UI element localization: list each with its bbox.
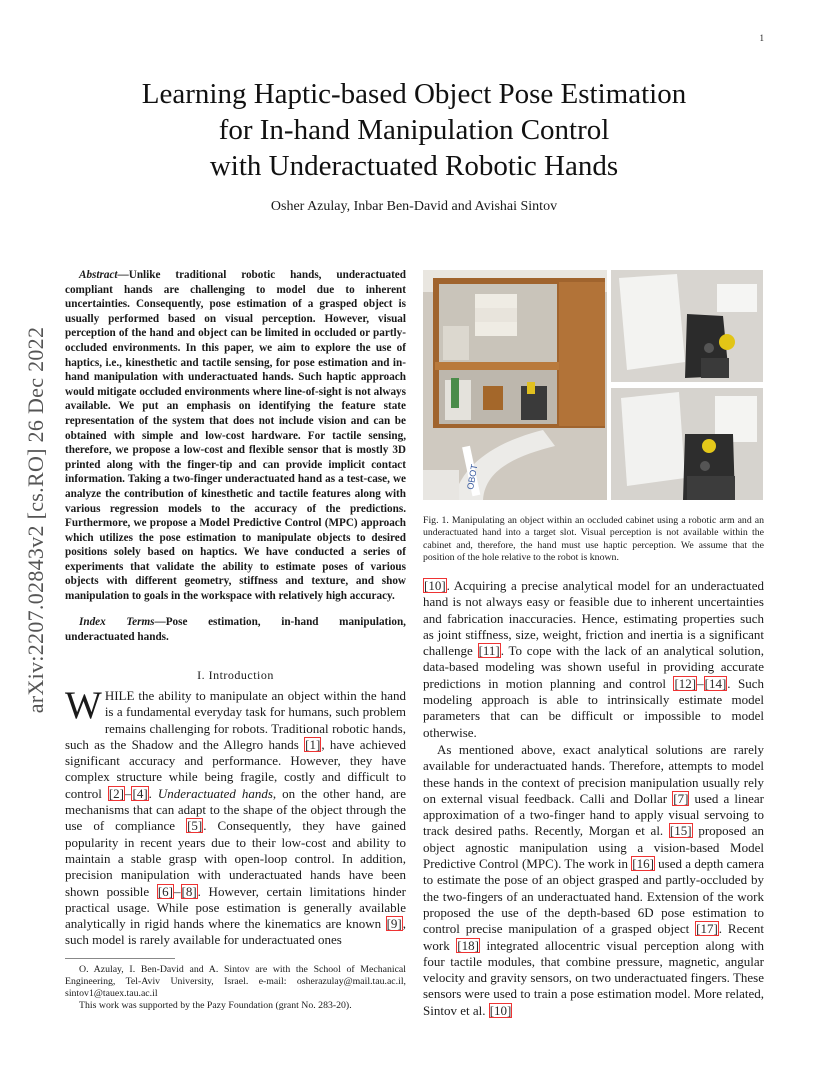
abstract-text: —Unlike traditional robotic hands, underactuated compliant hands are challenging to model due to inherent uncertainties. Consequently, pose estimation of a grasped object is usually performed based on visual perception. However, visual perception of the hand and object can be limited in occluded or partly-occluded environments. In this paper, we aim to explore the use of haptics, i.e., kinesthetic and tactile sensing, for pose estimation and in-hand manipulation with underactuated hands. Such haptic approach would mitigate occluded environments where line-of-sight is not always available. We put an emphasis on identifying the feature state representation of the system that does not include vision and can be obtained with simple and low-cost hardware. For tactile sensing, therefore, we propose a low-cost and flexible sensor that is mostly 3D printed along with the finger-tip and can provide implicit contact information. Taking a two-finger underactuated hand as a test-case, we analyze the contribution of kinesthetic and tactile features along with various regression models to the accuracy of the predictions. Furthermore, we propose a Model Predictive Control (MPC) approach which utilizes the pose estimation to manipulate objects to desired positions solely based on haptics. We have conducted a series of experiments that validate the ability to estimate poses of various objects with different geometry, stiffness and texture, and show manipulation to goals in the workspace with relatively high accuracy. xyxy=(65,269,406,603)
citation-link[interactable]: [7] xyxy=(673,790,689,806)
citation-link[interactable]: [12] xyxy=(674,675,697,691)
citation-link[interactable]: [9] xyxy=(386,916,402,932)
citation-link[interactable]: [17] xyxy=(696,921,718,937)
intro-text: – xyxy=(124,785,132,801)
body-text: proposed an object agnostic manipulation using a vision-based Model Predictive Control (MPC). The work in xyxy=(423,823,764,872)
citation-link[interactable]: [10] xyxy=(424,578,446,593)
figure-caption: Fig. 1. Manipulating an object within an occluded cabinet using a robotic arm and an underactuated hand into a target slot. Visual perception is not available within the cabinet and, therefore, the hand must use haptic perception. We assume that the position of the hole relative to the robot is known. xyxy=(423,515,764,563)
title-line-3: with Underactuated Robotic Hands xyxy=(209,150,619,182)
intro-text: . Consequently, they have gained popularity in recent years due to their low-cost and ability to maintain a stable grasp with open-loop control. In addition, precision manipulation with underactuated hands have been shown possible xyxy=(65,818,406,899)
paper-title xyxy=(60,76,768,184)
citation-link[interactable]: [16] xyxy=(632,856,654,872)
drop-cap: W xyxy=(65,684,102,727)
intro-text: – xyxy=(174,883,181,899)
citation-link[interactable]: [2] xyxy=(108,785,124,801)
citation-link[interactable]: [18] xyxy=(457,937,479,953)
page-number: 1 xyxy=(759,33,764,43)
figure-1-photos xyxy=(423,270,763,500)
body-text: As mentioned above, exact analytical solutions are rarely available for underactuated hands. Therefore, attempts to model these hands in the context of precision manipulation usually rely on external visual feedback. Calli and Dollar xyxy=(423,741,764,806)
index-terms-label: Index Terms xyxy=(79,616,155,628)
index-terms-text: —Pose estimation, in-hand manipulation, underactuated hands. xyxy=(65,616,406,643)
arxiv-id: arXiv:2207.02843v2 [cs.RO] 26 Dec 2022 xyxy=(23,326,48,714)
citation-link[interactable]: [5] xyxy=(187,818,203,834)
intro-text: HILE the ability to manipulate an object within the hand is a fundamental everyday task for humans, such problem remains challenging for robots. Traditional robotic hands, such as the Shadow and the Allegro hands xyxy=(65,688,406,752)
abstract-label: Abstract xyxy=(79,269,118,281)
right-column-text xyxy=(423,578,764,1019)
paragraph xyxy=(423,742,764,1019)
cabinet-photo xyxy=(423,270,607,500)
body-text: integrated allocentric visual perception along with four tactile modules, that combine pressure, magnetic, angular velocity and gravity sensors, on two underactuated fingers. These sensors were used to train a pose estimation model. More related, Sintov et al. xyxy=(423,937,765,1018)
intro-text: , on the other hand, are mechanisms that can adapt to the shape of the object through the use of compliance xyxy=(65,785,407,834)
abstract xyxy=(65,268,406,604)
intro-text: , have achieved significant accuracy and performance. However, they have complex structure while being fragile, costly and difficult to control xyxy=(65,736,406,801)
body-text: – xyxy=(697,675,704,691)
intro-text: . However, certain limitations hinder practical usage. While pose estimation is generally available analytically in rigid hands where the kinematics are known xyxy=(65,883,407,932)
citation-link[interactable]: [1] xyxy=(305,736,321,752)
intro-text: , such model is rarely available for underactuated ones xyxy=(65,916,406,948)
section-heading-introduction: I. Introduction xyxy=(197,668,274,682)
citation-link[interactable]: [14] xyxy=(704,675,727,691)
citation-link[interactable]: [6] xyxy=(157,883,173,899)
paragraph xyxy=(423,578,764,741)
intro-text: . xyxy=(148,785,158,801)
index-terms xyxy=(65,615,406,644)
arxiv-sidebar-stamp xyxy=(10,280,62,760)
title-line-2: for In-hand Manipulation Control xyxy=(218,114,610,146)
title-line-1: Learning Haptic-based Object Pose Estimation xyxy=(141,78,687,110)
body-text: . Recent work xyxy=(423,921,764,953)
hand-closeup-top-photo xyxy=(611,270,763,382)
author-list: Osher Azulay, Inbar Ben-David and Avishai Sintov xyxy=(270,199,558,214)
introduction-paragraph xyxy=(65,684,407,949)
citation-link[interactable]: [10] xyxy=(489,1002,512,1018)
footnote-affiliation: O. Azulay, I. Ben-David and A. Sintov are with the School of Mechanical Engineering, Tel-Aviv University, Israel. e-mail: osherazulay@mail.tau.ac.il, sintov1@tauex.tau.ac.il xyxy=(65,964,406,999)
footnote-funding: This work was supported by the Pazy Foundation (grant No. 283-20). xyxy=(79,1000,352,1011)
body-text: . To cope with the lack of an analytical solution, data-based modeling was shown useful in providing accurate predictions in motion planning and control xyxy=(423,643,764,691)
intro-emphasis: Underactuated hands xyxy=(157,785,273,801)
body-text: . Acquiring a precise analytical model for an underactuated hand is not always easy or feasible due to inherent uncertainties and fabrication inaccuracies. Hence, estimating properties such as joint stiffness, size, weight, friction and inertia is a significant challenge xyxy=(423,578,764,659)
robot-arm-label: OBOT xyxy=(465,463,480,491)
footnote-rule xyxy=(65,958,175,959)
body-text: used a linear approximation of a two-finger hand to apply visual servoing to track desired paths. Recently, Morgan et al. xyxy=(423,790,764,839)
hand-closeup-bottom-photo xyxy=(611,388,763,500)
body-text: . Such modeling approach is able to intrinsically estimate model parameters that can be difficult or impossible to model otherwise. xyxy=(423,675,764,740)
citation-link[interactable]: [11] xyxy=(478,643,500,659)
citation-link[interactable]: [8] xyxy=(181,883,197,899)
citation-link[interactable]: [15] xyxy=(669,823,692,839)
citation-link[interactable]: [4] xyxy=(132,785,148,801)
body-text: used a depth camera to estimate the pose of an object grasped and partly-occluded by the two-fingers of an underactuated hand. Extension of the work proposed the use of the depth-based 6D pose estimation to control precise manipulation of a grasped object xyxy=(423,856,764,937)
